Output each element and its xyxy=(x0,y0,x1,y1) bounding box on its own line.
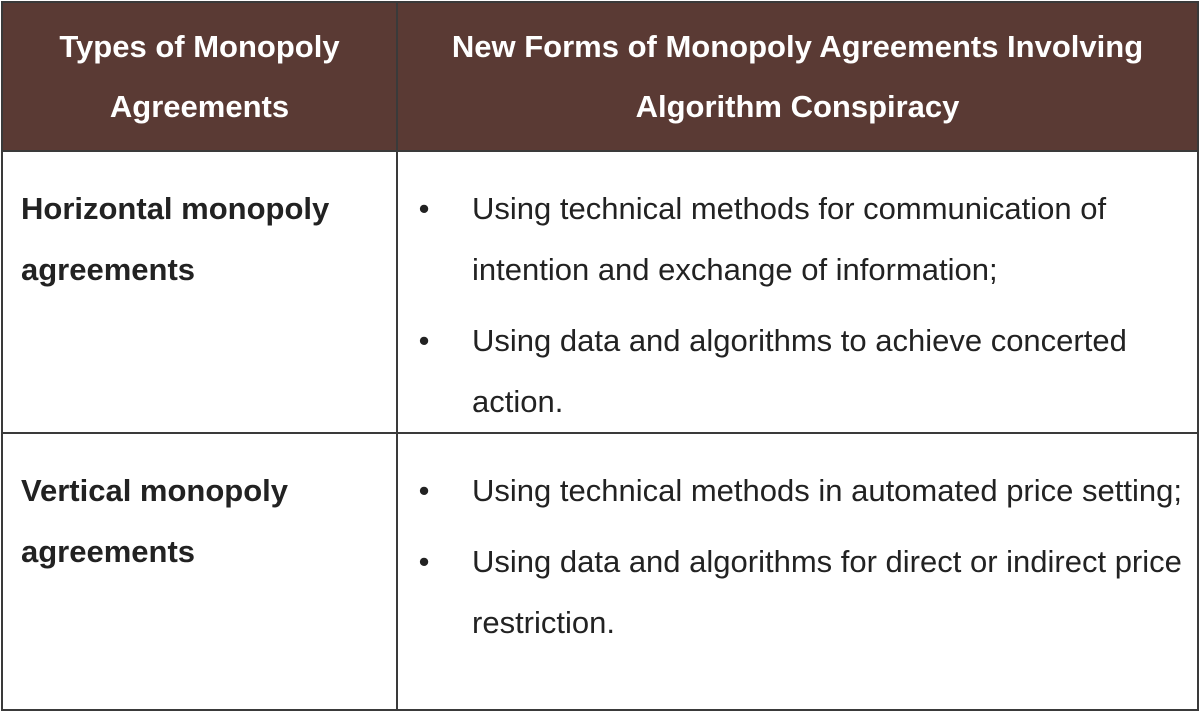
row-vertical-type xyxy=(3,432,398,709)
list-item xyxy=(398,310,1183,432)
list-item-text: Using data and algorithms for direct or indirect price restriction. xyxy=(472,544,1182,640)
monopoly-agreements-table xyxy=(1,1,1199,711)
header-types xyxy=(3,3,398,150)
header-new-forms-label: New Forms of Monopoly Agreements Involving Algorithm Conspiracy xyxy=(451,28,1144,124)
row-horizontal-forms xyxy=(398,150,1197,432)
list-item-text: Using data and algorithms to achieve concerted action. xyxy=(472,323,1127,419)
row-horizontal-type xyxy=(3,150,398,432)
list-item xyxy=(398,460,1183,521)
row-type-label: Vertical monopoly agreements xyxy=(21,473,289,569)
bullet-icon: • xyxy=(418,544,430,579)
row-type-label: Horizontal monopoly agreements xyxy=(21,191,330,287)
list-item-text: Using technical methods for communication of intention and exchange of information; xyxy=(472,191,1107,287)
header-new-forms xyxy=(398,3,1197,150)
bullet-icon: • xyxy=(418,323,430,358)
bullet-icon: • xyxy=(418,473,430,508)
list-item xyxy=(398,531,1183,653)
bullet-list xyxy=(398,460,1183,653)
bullet-icon: • xyxy=(418,191,430,226)
row-vertical-forms xyxy=(398,432,1197,709)
list-item-text: Using technical methods in automated price setting; xyxy=(472,473,1182,508)
bullet-list xyxy=(398,178,1183,432)
header-types-label: Types of Monopoly Agreements xyxy=(59,28,340,124)
list-item xyxy=(398,178,1183,300)
